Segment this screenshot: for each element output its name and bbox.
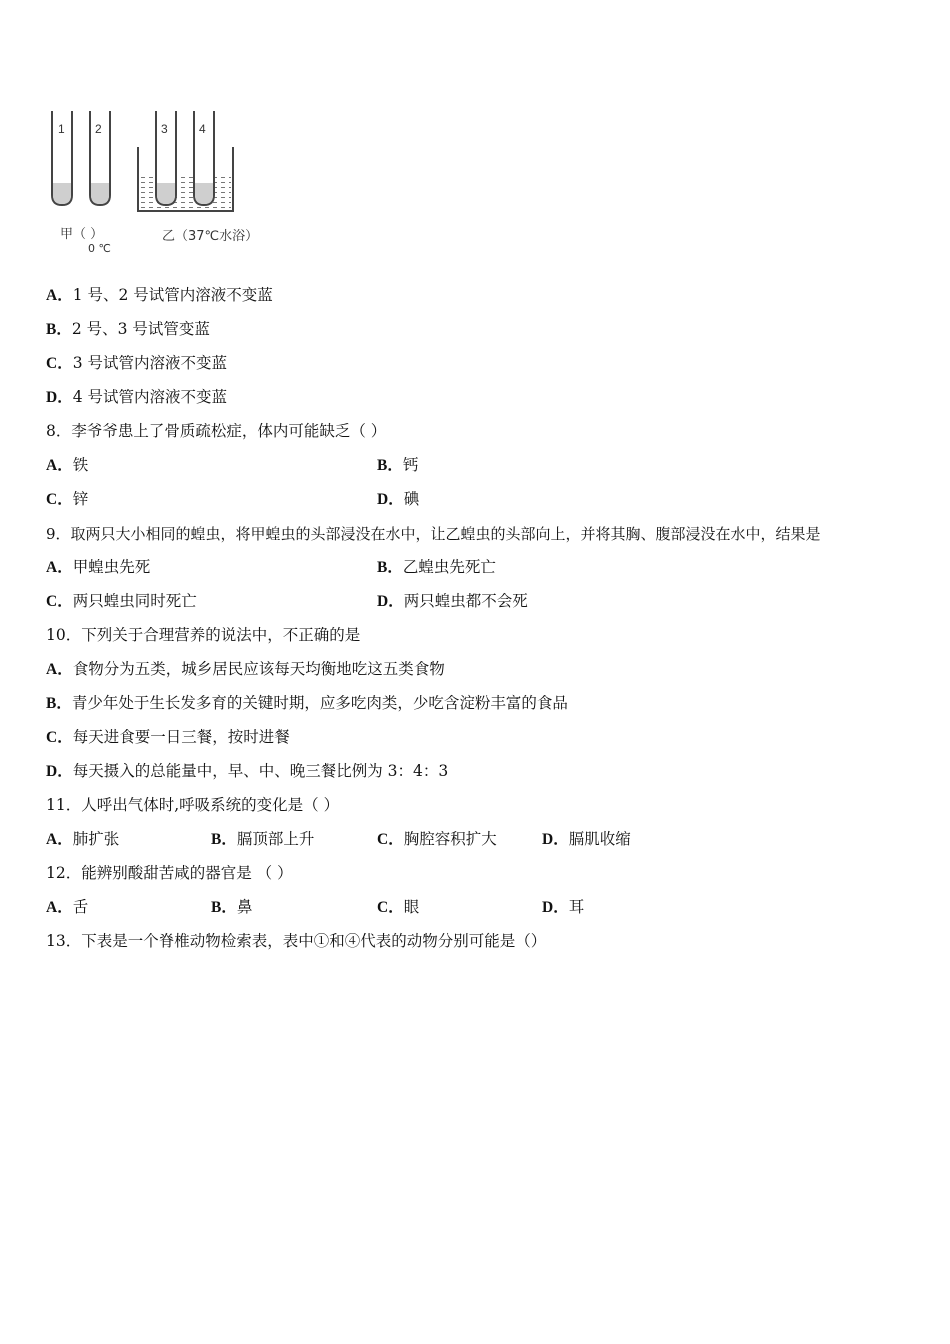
q8-option-c: C．锌 bbox=[46, 490, 89, 508]
q7-option-d: D．4 号试管内溶液不变蓝 bbox=[46, 388, 227, 406]
tube-3 bbox=[156, 111, 176, 205]
q8-option-d: D．碘 bbox=[377, 490, 420, 508]
q11-option-b: B．膈顶部上升 bbox=[211, 830, 315, 848]
q7-option-b: B．2 号、3 号试管变蓝 bbox=[46, 320, 210, 338]
q9-option-b: B．乙蝗虫先死亡 bbox=[377, 558, 496, 576]
q10-stem: 10．下列关于合理营养的说法中，不正确的是 bbox=[46, 626, 361, 644]
q8-option-b: B．钙 bbox=[377, 456, 419, 474]
tube-4 bbox=[194, 111, 214, 205]
left-caption: 甲（ ） bbox=[60, 227, 104, 242]
q7-option-c: C．3 号试管内溶液不变蓝 bbox=[46, 354, 227, 372]
test-tube-figure bbox=[44, 105, 274, 265]
q9-stem: 9．取两只大小相同的蝗虫，将甲蝗虫的头部浸没在水中，让乙蝗虫的头部向上，并将其胸、腹部浸没在水中，结果是 bbox=[46, 525, 821, 543]
test-tube-diagram bbox=[44, 105, 274, 265]
q12-option-c: C．眼 bbox=[377, 898, 420, 916]
q11-option-d: D．膈肌收缩 bbox=[542, 830, 631, 848]
left-temp: 0 ℃ bbox=[88, 242, 111, 255]
tube-1 bbox=[52, 111, 72, 205]
q12-option-b: B．鼻 bbox=[211, 898, 253, 916]
q12-stem: 12．能辨别酸甜苦咸的器官是 （ ） bbox=[46, 864, 293, 882]
q9-option-a: A．甲蝗虫先死 bbox=[46, 558, 151, 576]
q11-option-a: A．肺扩张 bbox=[46, 830, 120, 848]
q11-option-c: C．胸腔容积扩大 bbox=[377, 830, 497, 848]
q9-option-d: D．两只蝗虫都不会死 bbox=[377, 592, 528, 610]
tube-1-label: 1 bbox=[58, 122, 65, 136]
water-bath bbox=[138, 147, 233, 211]
tube-2-label: 2 bbox=[95, 122, 102, 136]
right-caption: 乙（37℃水浴） bbox=[162, 229, 259, 244]
tube-4-label: 4 bbox=[199, 122, 206, 136]
q10-option-a: A．食物分为五类，城乡居民应该每天均衡地吃这五类食物 bbox=[46, 660, 445, 678]
q12-option-d: D．耳 bbox=[542, 898, 585, 916]
q10-option-c: C．每天进食要一日三餐，按时进餐 bbox=[46, 728, 290, 746]
q11-stem: 11．人呼出气体时,呼吸系统的变化是（ ） bbox=[46, 796, 340, 814]
tube-3-label: 3 bbox=[161, 122, 168, 136]
q9-option-c: C．两只蝗虫同时死亡 bbox=[46, 592, 197, 610]
q8-stem: 8．李爷爷患上了骨质疏松症，体内可能缺乏（ ） bbox=[46, 422, 387, 440]
tube-2 bbox=[90, 111, 110, 205]
q13-stem: 13．下表是一个脊椎动物检索表，表中①和④代表的动物分别可能是（） bbox=[46, 932, 547, 950]
q10-option-d: D．每天摄入的总能量中，早、中、晚三餐比例为 3：4：3 bbox=[46, 762, 449, 780]
q10-option-b: B．青少年处于生长发多育的关键时期，应多吃肉类，少吃含淀粉丰富的食品 bbox=[46, 694, 568, 712]
q12-option-a: A．舌 bbox=[46, 898, 89, 916]
q7-option-a: A．1 号、2 号试管内溶液不变蓝 bbox=[46, 286, 273, 304]
q8-option-a: A．铁 bbox=[46, 456, 89, 474]
